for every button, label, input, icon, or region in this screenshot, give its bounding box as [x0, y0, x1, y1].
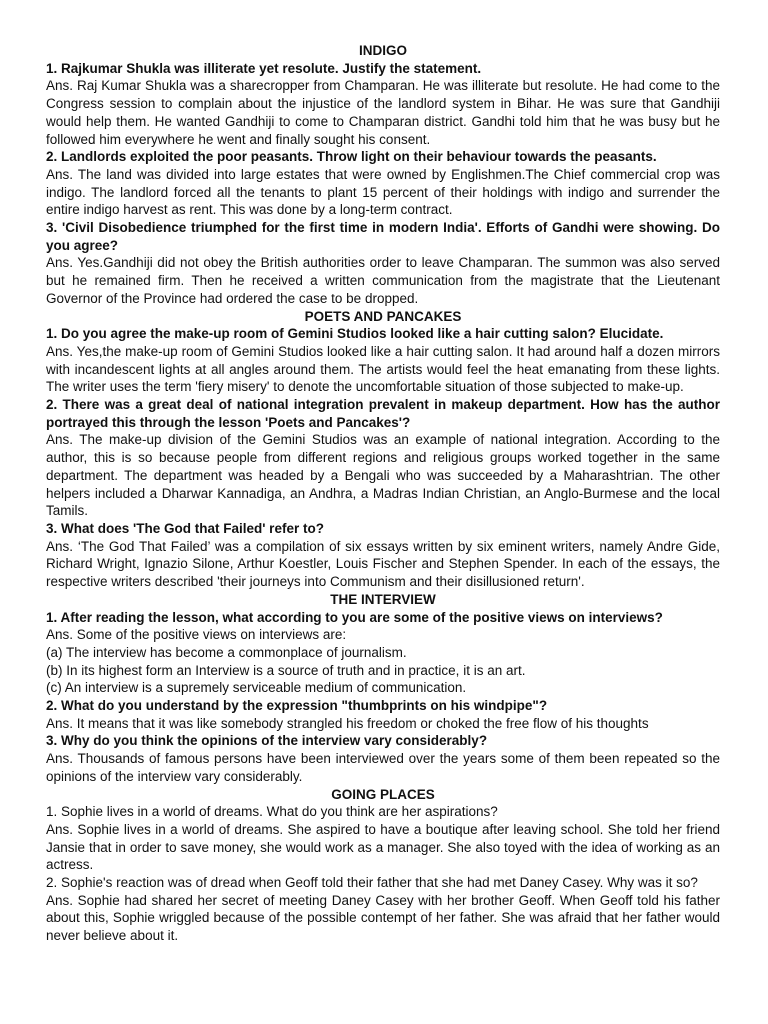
- question: 2. Landlords exploited the poor peasants. Throw light on their behaviour towards the peasants.: [46, 149, 657, 165]
- question: 2. There was a great deal of national integration prevalent in makeup department. How has the author portrayed this through the lesson 'Poets and Pancakes'?: [46, 397, 720, 430]
- answer-line: Ans. Some of the positive views on interviews are:: [46, 627, 347, 643]
- question: 1. Sophie lives in a world of dreams. What do you think are her aspirations?: [46, 804, 498, 820]
- question: 1. Rajkumar Shukla was illiterate yet resolute. Justify the statement.: [46, 60, 482, 76]
- question: 3. Why do you think the opinions of the interview vary considerably?: [46, 733, 488, 749]
- answer: Ans. ‘The God That Failed’ was a compilation of six essays written by six eminent writers, namely Andre Gide, Richard Wright, Ignazio Silone, Arthur Koestler, Louis Fischer and Stephen Spender. In each of the essays, the respective writers described 'their journeys into Communism and their disillusioned return'.: [46, 538, 720, 590]
- answer: Ans. The land was divided into large estates that were owned by Englishmen.The Chief commercial crop was indigo. The landlord forced all the tenants to plant 15 percent of their holdings with indigo and surrender the entire indigo harvest as rent. This was done by a long-term contract.: [46, 166, 720, 218]
- section-title: THE INTERVIEW: [330, 591, 436, 607]
- section-the-interview: [46, 591, 720, 786]
- section-title: POETS AND PANCAKES: [304, 308, 462, 324]
- question: 1. Do you agree the make-up room of Gemini Studios looked like a hair cutting salon? Elucidate.: [46, 326, 664, 342]
- answer-line: (b) In its highest form an Interview is a source of truth and in practice, it is an art.: [46, 662, 526, 678]
- section-poets-and-pancakes: [46, 308, 720, 591]
- answer-line: (a) The interview has become a commonplace of journalism.: [46, 644, 407, 660]
- section-going-places: [46, 786, 720, 945]
- answer-line: (c) An interview is a supremely serviceable medium of communication.: [46, 680, 467, 696]
- question: 2. Sophie's reaction was of dread when Geoff told their father that she had met Daney Casey. Why was it so?: [46, 875, 698, 891]
- answer: Ans. Raj Kumar Shukla was a sharecropper from Champaran. He was illiterate but resolute. He had come to the Congress session to complain about the injustice of the landlord system in Bihar. He was sure that Gandhiji would help them. He wanted Gandhiji to come to Champaran district. Gandhi told him that he was busy but he followed him everywhere he went and finally sought his consent.: [46, 78, 720, 147]
- answer: Ans. Sophie lives in a world of dreams. She aspired to have a boutique after leaving school. She told her friend Jansie that in order to save money, she would work as a manager. She also toyed with the idea of working as an actress.: [46, 821, 720, 873]
- question: 2. What do you understand by the expression "thumbprints on his windpipe"?: [46, 698, 548, 714]
- answer: Ans. Yes,the make-up room of Gemini Studios looked like a hair cutting salon. It had around half a dozen mirrors with incandescent lights at all angles around them. The artists would feel the heat emanating from these lights. The writer uses the term 'fiery misery' to denote the uncomfortable situation of those subjected to make-up.: [46, 343, 720, 395]
- answer: Ans. Sophie had shared her secret of meeting Daney Casey with her brother Geoff. When Geoff told his father about this, Sophie wriggled because of the possible contempt of her father. She was afraid that her father would never believe about it.: [46, 892, 720, 944]
- answer: Ans. Yes.Gandhiji did not obey the British authorities order to leave Champaran. The summon was also served but he remained firm. Then he received a written communication from the magistrate that the Lieutenant Governor of the Province had ordered the case to be dropped.: [46, 255, 720, 306]
- answer: Ans. It means that it was like somebody strangled his freedom or choked the free flow of his thoughts: [46, 715, 649, 731]
- answer: Ans. The make-up division of the Gemini Studios was an example of national integration. According to the author, this is so because people from different regions and religious groups worked together in the same department. The department was headed by a Bengali who was succeeded by a Maharashtrian. The other helpers included a Dharwar Kannadiga, an Andhra, a Madras Indian Christian, an Anglo-Burmese and the local Tamils.: [46, 432, 720, 519]
- question: 3. What does 'The God that Failed' refer to?: [46, 520, 324, 536]
- section-title: GOING PLACES: [331, 786, 435, 802]
- answer: Ans. Thousands of famous persons have been interviewed over the years some of them been repeated so the opinions of the interview vary considerably.: [46, 751, 720, 784]
- section-indigo: [46, 42, 720, 308]
- section-title: INDIGO: [358, 43, 407, 58]
- question: 3. 'Civil Disobedience triumphed for the first time in modern India'. Efforts of Gandhi were showing. Do you agree?: [46, 220, 720, 253]
- question: 1. After reading the lesson, what according to you are some of the positive views on interviews?: [46, 609, 663, 625]
